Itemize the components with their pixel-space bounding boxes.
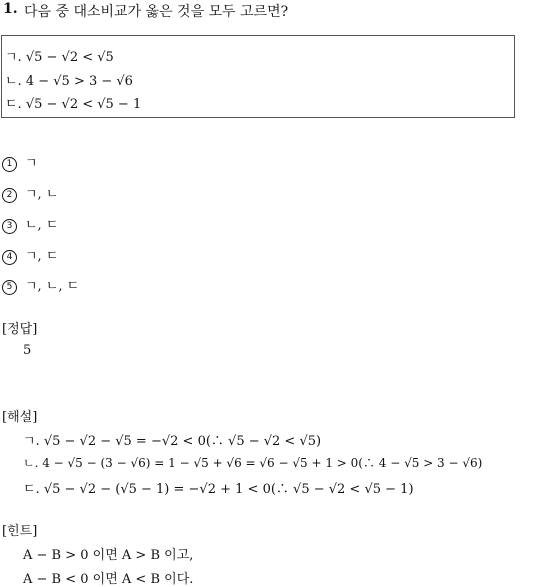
option-number: 2 <box>2 188 17 203</box>
statement-a: ㄱ. √5 − √2 < √5 <box>5 50 114 65</box>
option-5[interactable] <box>2 275 79 295</box>
hint-line-2: A − B < 0 이면 A < B 이다. <box>23 572 194 587</box>
answer-value: 5 <box>23 343 32 358</box>
option-1[interactable] <box>2 152 38 172</box>
answer-label: [정답] <box>2 322 38 337</box>
option-number: 1 <box>2 157 17 172</box>
option-text: ㄱ <box>25 156 38 171</box>
question-text: 다음 중 대소비교가 옳은 것을 모두 고르면? <box>24 4 289 20</box>
option-text: ㄱ, ㄴ, ㄷ <box>25 279 80 294</box>
option-text: ㄱ, ㄷ <box>25 249 59 264</box>
option-text: ㄱ, ㄴ <box>25 187 59 202</box>
hint-line-1: A − B > 0 이면 A > B 이고, <box>23 548 194 563</box>
option-4[interactable] <box>2 245 58 265</box>
hint-label: [힌트] <box>2 524 38 539</box>
question-number: 1. <box>3 1 18 17</box>
solution-line-b: ㄴ. 4 − √5 − (3 − √6) = 1 − √5 + √6 = √6 − √5 + 1 > 0(∴ 4 − √5 > 3 − √6) <box>23 456 483 470</box>
option-3[interactable] <box>2 214 58 234</box>
solution-line-a: ㄱ. √5 − √2 − √5 = −√2 < 0(∴ √5 − √2 < √5) <box>23 434 322 449</box>
statement-c: ㄷ. √5 − √2 < √5 − 1 <box>5 97 142 112</box>
option-number: 3 <box>2 219 17 234</box>
option-number: 4 <box>2 250 17 265</box>
solution-label: [해설] <box>2 410 38 425</box>
option-text: ㄴ, ㄷ <box>25 218 59 233</box>
solution-line-c: ㄷ. √5 − √2 − (√5 − 1) = −√2 + 1 < 0(∴ √5 − √2 < √5 − 1) <box>23 482 414 497</box>
option-2[interactable] <box>2 183 58 203</box>
option-number: 5 <box>2 280 17 295</box>
statement-b: ㄴ. 4 − √5 > 3 − √6 <box>5 74 133 89</box>
